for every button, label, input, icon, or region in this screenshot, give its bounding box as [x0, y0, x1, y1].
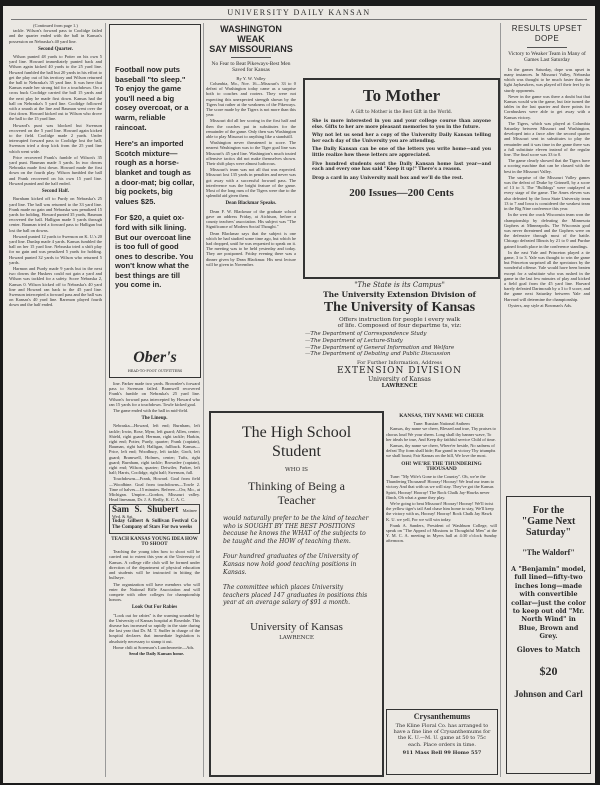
- ext-info: For Further Information, Address: [356, 360, 443, 367]
- paragraph: Dean F. W. Blackmar of the graduate school gave an address Friday, at Atchison, before a county teachers' association. His subject was "The Significance of Modern Social Thought.": [206, 208, 296, 230]
- results-article: [504, 24, 590, 414]
- column-divider: [500, 23, 501, 777]
- paragraph: Oysters, any style at Bowman's Ads.: [508, 302, 573, 308]
- paragraph: Dean Blackmar says that the subject is one which he had studied some time ago, but which he had dropped, until he was requested to speak on it. The meeting was to be held yesterday and today. They are postponed. Friday evening there was a dinner given by Dean Blackmar. His next lecture will be given in November.: [206, 230, 296, 267]
- paragraph: line. Parker made two yards. Brownlee's forward pass to Swenson failed. Bramwell recovered Frank's fumble on Nebraska's 25 yard line. Wilson's forward pass intercepted by Howard who ran 15 yards for a touchdown. Towle kicked goal.: [109, 381, 200, 407]
- teacher-text: would naturally prefer to be the kind of teacher who is SOUGHT BY THE BEST POSITIONS because he knows the WHAT of the subjects to be taught and the HOW of teaching them.: [223, 515, 369, 545]
- section-heading: OH! WE'RE THE THUNDERING THOUSAND: [401, 460, 482, 472]
- paragraph: Howard punted 12 yards to Swenson on K. U.'s 20 yard line. Dunlap made 4 yards. Kansas fumbled the ball on her 15 yard line. Nebraska tried a shift play for no gain and was penalized 5 yards for holding. Howard punted 32 yards to Wilson who returned 5 yards.: [9, 233, 102, 265]
- waldorf-store: Johnson and Carl: [514, 688, 583, 699]
- paragraph: The Daily Kansan can be one of the letters you write home—and you little realize how these letters are appreciated.: [312, 147, 491, 158]
- headline: RESULTS UPSET DOPE: [511, 24, 583, 43]
- deck: Victory to Weaker Team in Many of Games Last Saturday: [508, 51, 586, 64]
- song-verse: Tune: "My Wife's Gone to the Country". Oh, we're the Thundering Thousand! Hooray! Hooray! We lead our team to victory And that with us we will stay. They've got the Kansas Spirit, Hooray! Hooray! The Rock Chalk Jay-Hawks never flinch, Oh what a game they play.: [386, 474, 494, 500]
- section-heading: The Lineup.: [141, 416, 168, 422]
- to-mother-subtitle: A Gift to Mother is the Best Gift in the World.: [350, 110, 453, 115]
- waldorf-price: $20: [539, 663, 558, 678]
- paragraph: Five hundred students sent the Daily Kansan home last year—and each and every one has said "Keep it up!" There's a reason.: [312, 161, 491, 173]
- shubert-matinee: Matinee Wed. & Sat.: [112, 508, 197, 519]
- paragraph: Nebraska—Howard, left end; Burnham, left tackle; Irwin, Rose, Mynr, left guard; Allen, center; Shield, right guard; Herman, right tackle; Harkin, right end; Potter, Purdy, quarter; Frank (captain), Bauman, right half; Halligan, fullback. Kansas—Price, left end; Woodbury, left tackle; Groft, left guard; Bramwell, Holmes, center; Tufts, right guard; Burnham, right tackle; Brownlee (captain), right end; Wilson, quarter; Detwiler, Parker, left half; Harris, Coolidge, right half; Swenson, full.: [109, 423, 200, 476]
- florist-body: The Kline Floral Co. has arranged to have a fine line of Crysanthemums for the K. U.—M. U. game at 50 to 75c each. Place orders in time.: [393, 723, 491, 748]
- paragraph: Send the Daily Kansan home.: [128, 650, 185, 656]
- ad-text: Here's an imported Scotch mixture—rough as a horse-blanket and tough as a door-mat; big collar, big pockets, big values $25.: [115, 139, 195, 206]
- song-tune: Tune: Russian National Anthem: [413, 421, 470, 427]
- waldorf-line: "Game Next: [521, 516, 576, 527]
- headline: WASHINGTON WEAK: [220, 24, 282, 44]
- florist-title: Crysanthemums: [413, 712, 471, 721]
- byline: By Y. W. Valley: [236, 75, 266, 81]
- waldorf-line: For the: [532, 505, 565, 516]
- section-heading: Second Quarter.: [38, 46, 73, 52]
- ext-university: The University of Kansas: [323, 300, 476, 315]
- to-mother-title: To Mother: [362, 86, 441, 105]
- extension-division-ad: [301, 281, 498, 405]
- song-verse: We're going to beat Missouri! Hooray! Hooray! We'll twist the yellow tiger's tail And chase him home to stay, We'll keep the victory with us, Hooray! Hooray! Rock Chalk Jay Hawk K. U. we yell, For we will win today.: [386, 501, 494, 522]
- paragraph: Washington never threatened to score. The nearest Washington was to the Tiger goal line was Missouri's 45 yard line. Washington's much touted offensive tactics did not make themselves shown. Their shift plays were almost ludicrous.: [206, 140, 296, 167]
- ad-text: For $20, a quiet ox-ford with silk lining. But our overcoat line is too full of good ones to describe. You won't know what the best things are till you come in.: [115, 213, 194, 290]
- column-divider: [203, 23, 204, 777]
- ext-line: The University Extension Division of: [323, 290, 476, 299]
- deck: No Fear to Beat Pikeways-Best Men Saved for Kansas: [211, 61, 291, 74]
- song-verse: Kansas, thy name we cheer, Where'er beside, No sadness of defeat Thy form shall hide; Bur grand in victory Thy triumphs we shall boast; Fair Kansas on the hill, We love the most.: [386, 443, 496, 459]
- section-heading: Second Half.: [41, 189, 70, 195]
- ext-univ: University of Kansas: [368, 376, 431, 384]
- ext-department: —The Department of General Information and Welfare: [305, 344, 455, 351]
- section-heading: TEACH KANSAS YOUNG IDEA HOW TO SHOOT: [111, 536, 198, 548]
- obers-logo: Ober's: [133, 349, 177, 366]
- paragraph: The game ended with the ball in mid-field.: [113, 408, 189, 414]
- headline-rule: [527, 47, 567, 48]
- ext-name: EXTENSION DIVISION: [336, 366, 463, 377]
- paragraph: Why not let us send her a copy of the University Daily Kansan telling her each day of the University you are attending.: [312, 133, 491, 144]
- teacher-subhead: Teacher: [277, 493, 316, 507]
- headline: SAY MISSOURIANS: [209, 44, 293, 54]
- ext-line: of life. Composed of four departme ts, viz:: [337, 323, 462, 329]
- waldorf-model: "The Waldorf": [522, 548, 575, 557]
- waldorf-description: A "Benjamin" model, full lined—fifty-two inches long—made with convertible collar—just the color to keep out old "Mr. North Wind" in Blue, Brown and Grey.: [511, 565, 586, 641]
- ad-text: Football now puts baseball "to sleep." To enjoy the game you'll need a big cosey overcoat, or a warm, reliable raincoat.: [115, 65, 189, 132]
- paragraph: Drop a card in any University mail box and we'll do the rest.: [312, 175, 464, 181]
- paragraph: Teaching the young idea how to shoot will be carried out to extent this year at the University of Kansas. A college rifle club will be formed under direction of the department of physical education and students will be instructed in hitting the bullseye.: [109, 549, 200, 581]
- headline-rule: [231, 57, 271, 58]
- column-divider: [105, 23, 106, 777]
- shubert-text: Today Gilbert & Sullivan Festival Co The Company of Stars For two weeks: [112, 518, 197, 530]
- ext-department: —The Department of Correspondence Study: [305, 331, 427, 337]
- obers-advertisement: [109, 24, 201, 378]
- paragraph: Missouri did all her scoring in the first half and then the coaches put in substitutes for the remainder of the game. Only then was Washington able to play Missouri to anything like a standstill.: [206, 118, 296, 140]
- washington-article: [206, 24, 296, 379]
- paragraph: Wilson punted 48 yards to Potter on his own 5 yard line. Howard immediately punted back and Wilson again kicked 40 yards to the 25 yard line. Howard fumbled the ball but 20 yards in his effort to get the play out of his territory and Wilson returned the ball to Nebraska's 35 yard line. It was here that Kansas made her strong bid for a touchdown. On a cross buck Coolidge carried the ball 15 yards and the next play he made first down. Kansas had the ball on Nebraska's 5 yard line. Coolidge followed with a smash at the line and Bauman went over the first down. Howard kicked out to Wilson who drove the ball to the 15 yard line.: [9, 54, 102, 122]
- teacher-text: The committee which places University teachers placed 147 graduates in positions this year at an average salary of $91 a month.: [223, 584, 368, 607]
- paragraph: She is more interested in you and your college course than anyone else. Gifts to her are more pleasant memories to you in the future.: [312, 119, 491, 130]
- song-verse: Kansas, thy name we cheer, Blessed and true, Thy praises to chorus loud We your sheen. Long shall thy banner wave, To her ideals be true, And Keep thy faithful service Child of time.: [386, 426, 496, 442]
- paragraph: In the east Yale and Princeton played a tie game, 3 to 3. Yale was thought to win the game but Princeton surprised all the spectators by the wonderful offense. Yale would have been beaten except for a substitute who was rushed in the game in the last few minutes of play and kicked a field goal from the 45 yard line. Harvard barely defeated Dartmouth by a 3 to 0 score, and the game next Saturday between Yale and Harvard will determine the championship.: [504, 249, 590, 302]
- newspaper-page: [3, 6, 595, 783]
- waldorf-advertisement: [506, 496, 591, 774]
- obers-logo-sub: HEAD-TO-FOOT OUTFITTERS: [127, 369, 183, 373]
- paragraph: Howard's punt was blocked but Swenson recovered on the 5 yard line. Howard again kicked to the field. Coolidge made 2 yards. Under interrupted forward pass to Coolidge lost the ball, Swenson tried a drop kick from the 25 yard line which went wide.: [9, 122, 102, 154]
- paragraph: In the games Saturday, dope was upset in many instances. In Missouri Valley, Nebraska which was thought to be much faster than the light Jayhawkers, was played off their feet by its sturdy opponents.: [504, 66, 590, 93]
- to-mother-ad: [303, 78, 500, 279]
- paragraph: Never in the game was there a doubt but that Kansas would win the game, but fate turned the tables in the last quarter and three points for Cornhuskers were able to get away with a Kansas victory.: [504, 93, 590, 120]
- teacher-headline: The High School: [241, 424, 352, 441]
- paragraph: The game clearly showed that the Tigers have a scoring machine that can be classed with the best in the Missouri Valley.: [504, 158, 590, 174]
- paragraph: Touchdowns—Frank, Howard. Goal from field—Woodbine. Goal from touchdowns—Towle 2. Time of halves—15 minutes. Referee—Orr, Mo., at Michigan. Umpire—Gordon, Missouri valley. Head linesman, Dr. J. A. Reilly, K. C. A. C.: [109, 476, 200, 503]
- paragraph: Price recovered Frank's fumble of Wilson's 35 yard punt. Bauman made 3 yards. In two downs Nebraska made first down. Howard made the first down on the fourth play. Wilson fumbled the ball and Frank recovered on his own 15 yard line. Howard punted and the half ended.: [9, 154, 102, 186]
- teacher-subhead: Thinking of Being a: [248, 479, 345, 493]
- paragraph: The organization will have members who will enter the National Rifle Association and will compete with other colleges for championship honors.: [109, 581, 200, 603]
- ext-department: —The Department of Debating and Public Discussion: [305, 351, 451, 358]
- section-heading: KANSAS, THY NAME WE CHEER: [399, 413, 484, 419]
- section-heading: Look Out For Rabies: [131, 605, 178, 611]
- florist-ad: [386, 709, 498, 775]
- football-article-column: [9, 23, 102, 777]
- teacher-headline: Student: [272, 443, 321, 460]
- waldorf-line: Saturday": [525, 527, 571, 538]
- kansas-songs-column: [386, 411, 497, 699]
- paragraph: Burnham kicked off to Purdy on Nebraska's 25 yard line. The ball was returned to the 33 yard line. Frank made no gain and Nebraska was penalized 15 yards for holding. Howard punted 35 yards, Bauman recovered the ball. Halligan made 5 yards through center. Bauman tried a forward pass to Halligan but lost the ball on downs.: [9, 196, 102, 233]
- game-lineup-column: [109, 381, 200, 777]
- florist-phone: 911 Mass Bell 99 Home 557: [402, 749, 482, 756]
- shubert-ad: [109, 504, 200, 533]
- paragraph: Harmon and Purdy made 9 yards but in the next two downs the Huskers could not gain a yard and Wilson was tackled for a safety. Score Nebraska 2, Kansas 0. Wilson kicked off to Nebraska's 40 yard line and Howard ran back to the 45 yard line. Swenson intercepted a forward pass and the ball was on Kansas's 40 yard line. Rarrmon played fourth down and the half ended.: [9, 265, 102, 308]
- paragraph: The Tigers, which was played at Columbia Saturday between Missouri and Washington, developed into a farce after the second quarter and Missouri sent in substitutes to play the remainder and it was time in the game there was a full substitute eleven instead of the regular line. The final score was 33 to 0.: [504, 120, 590, 158]
- teacher-city: LAWRENCE: [279, 634, 314, 641]
- continued-note: (Continued from page 1.): [33, 23, 78, 28]
- ext-line: Offers instruction for people i every walk: [338, 317, 460, 323]
- paragraph: Missouri's team was not all that was expected. Missouri lost 135 yards in penalties and never was got away with a successful forward pass. The interference was the bright feature of the game. Most of the long runs of the Tigers were due to the splendid aid given them.: [206, 167, 296, 199]
- teacher-university: University of Kansas: [250, 620, 343, 633]
- paragraph: Columbia, Mo., Nov. 16—Missouri's 33 to 0 defeat of Washington today came as a surprise both to coaches and rooters. They were not expecting this unexpected strength shown by the Tigers but rather at the weakness of the Pikeways. The score made by the Tigers is not more than this year.: [206, 81, 296, 118]
- section-heading: Dean Blackmar Speaks.: [225, 201, 277, 207]
- paragraph: The surprise of the Missouri Valley games was the defeat of Drake by Grinnell, by a score of 13 to 3. The "Bulldogs" were outplayed at every stage of the game. The Ames eleven was also defeated by the Iowa State University team 13 to 7 and Iowa is considered the weakest team in the Big Nine conference this year.: [504, 174, 590, 212]
- ext-city: LAWRENCE: [381, 383, 418, 390]
- waldorf-gloves: Gloves to Match: [516, 644, 581, 654]
- masthead: UNIVERSITY DAILY KANSAN: [227, 8, 371, 17]
- teacher-text: Four hundred graduates of the University of Kansas now hold good teaching positions in Kansas.: [223, 553, 358, 576]
- paragraph: tackle. Wilson's forward pass to Coolidge failed and the quarter ended with the ball in Kansas's possession on Nebraska's 40 yard line.: [9, 28, 102, 44]
- teacher-advertisement: [209, 411, 384, 777]
- shubert-title: Sam S. Shubert: [112, 504, 179, 515]
- paragraph: Frank A. Sanders, President of Washburn College, will speak on "The Appeal of Missions to Thoughtful Men" at the Y. M. C. A. meeting in Myers hall at 4:30 o'clock Sunday afternoon.: [386, 522, 497, 544]
- teacher-who: WHO IS: [284, 467, 309, 473]
- paragraph: Home chili at Sorenson's Luncheonette—Ads.: [113, 644, 195, 650]
- paragraph: In the west the crack Wisconsin team won the championship by defeating the Minnesota Gophers at Minneapolis. The Wisconsin goal was never threatened and the Gophers were on the defensive through most of the battle. Chicago defeated Illinois by 21 to 0 and Purdue gained fourth place in the conference standings.: [504, 212, 590, 249]
- paragraph: "Look out for rabies" is the warning sounded by the University of Kansas hospital at Rosedale. This disease has increased so rapidly in the state during the last year that Dr. M. T. Sudler in charge of the hospital declares that immediate legislation is absolutely necessary to stamp it out.: [109, 612, 200, 644]
- ext-department: —The Department of Lecture-Study: [305, 337, 403, 344]
- slogan: "The State is its Campus": [354, 281, 445, 289]
- header-rule: [11, 19, 587, 20]
- to-mother-footer: 200 Issues—200 Cents: [349, 187, 454, 200]
